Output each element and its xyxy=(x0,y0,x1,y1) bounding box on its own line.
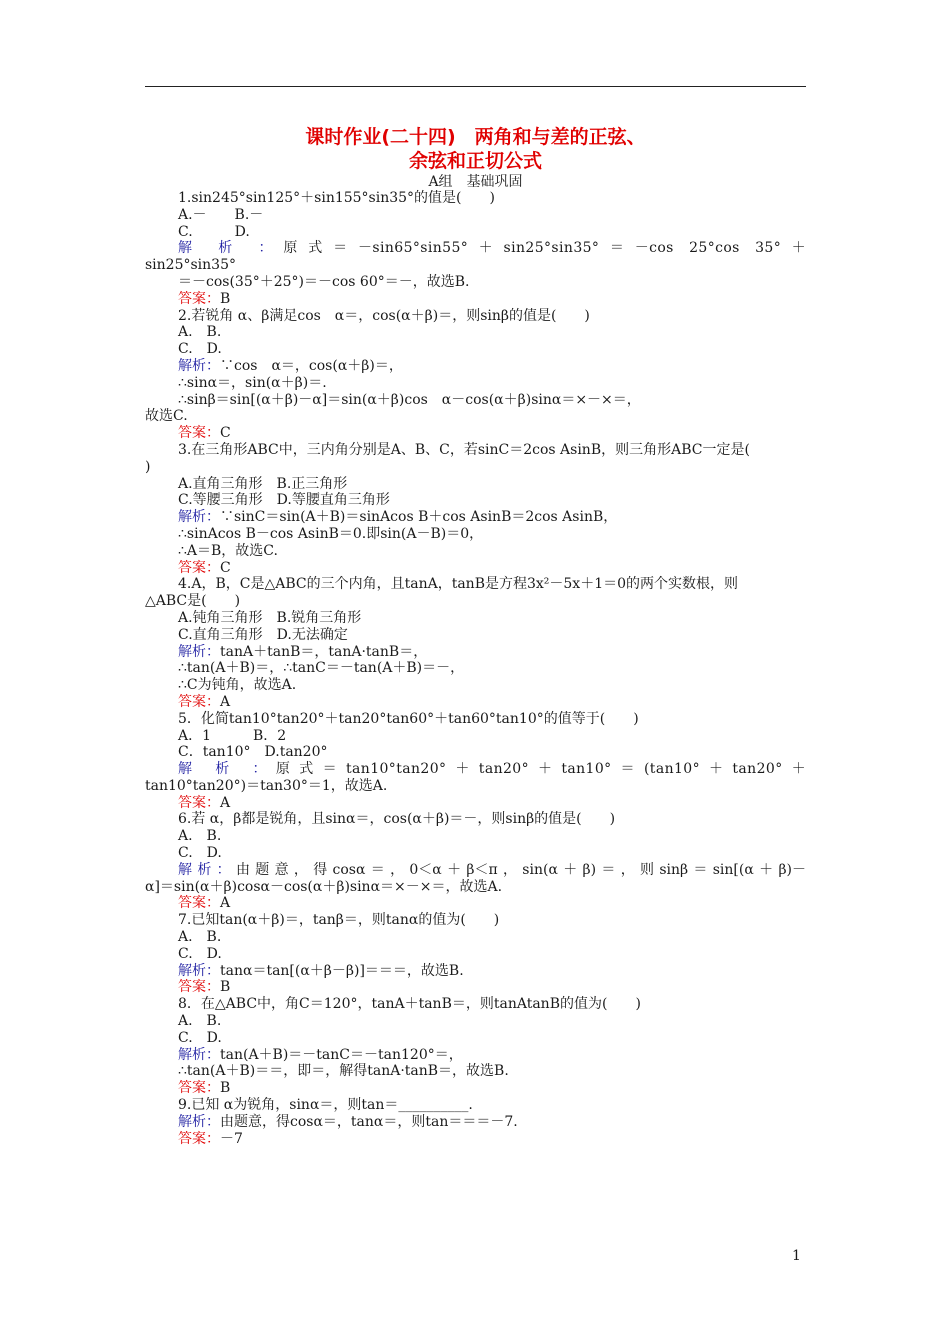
option-line: A. B. xyxy=(178,828,222,845)
option-line: C. D. xyxy=(178,945,222,962)
answer-line: 答案：－7 xyxy=(178,1130,243,1147)
answer-line: 答案：C xyxy=(178,425,231,442)
solution-line: ∴tan(A＋B)＝＝，即＝，解得tanA·tanB＝，故选B. xyxy=(178,1063,509,1080)
question-5: 5．化简tan10°tan20°＋tan20°tan60°＋tan60°tan10°的值等于( ) xyxy=(178,710,639,727)
option-line: A．1 B．2 xyxy=(178,727,287,744)
answer-line: 答案：B xyxy=(178,1080,231,1097)
answer-label: 答案： xyxy=(178,895,220,912)
solution-line: 解 析 ：原式＝－sin65°sin55°＋sin25°sin35°＝－cos 25°cos 35°＋ xyxy=(178,240,806,257)
top-rule xyxy=(145,86,806,87)
option-line: C. D. xyxy=(178,1029,222,1046)
question-3: 3.在三角形ABC中，三内角分别是A、B、C，若sinC＝2cos AsinB，则三角形ABC一定是( xyxy=(178,441,750,458)
answer-line: 答案：B xyxy=(178,979,231,996)
answer-label: 答案： xyxy=(178,979,220,996)
page-number: 1 xyxy=(792,1248,801,1264)
solution-label: 解析： xyxy=(178,643,220,660)
solution-label: 解 析 ： xyxy=(178,761,276,778)
answer-line: 答案：C xyxy=(178,559,231,576)
answer-label: 答案： xyxy=(178,425,220,442)
answer-label: 答案： xyxy=(178,1130,220,1147)
solution-line: ∴A＝B，故选C. xyxy=(178,542,278,559)
option-line: C.等腰三角形 D.等腰直角三角形 xyxy=(178,492,390,509)
answer-label: 答案： xyxy=(178,1080,220,1097)
solution-line: 故选C. xyxy=(145,408,188,425)
solution-label: 解析： xyxy=(178,1046,220,1063)
solution-label: 解析： xyxy=(178,357,220,374)
solution-line: ∴tan(A＋B)＝，∴tanC＝－tan(A＋B)＝－， xyxy=(178,660,465,677)
question-4: 4.A，B，C是△ABC的三个内角，且tanA，tanB是方程3x²－5x＋1＝0的两个实数根，则 xyxy=(178,576,739,593)
option-line: A.－ B.－ xyxy=(178,206,264,223)
option-line: C．tan10° D.tan20° xyxy=(178,744,328,761)
group-heading: A组 基础巩固 xyxy=(428,174,523,190)
answer-line: 答案：B xyxy=(178,290,231,307)
question-8: 8．在△ABC中，角C＝120°，tanA＋tanB＝，则tanAtanB的值为( ) xyxy=(178,996,641,1013)
answer-label: 答案： xyxy=(178,559,220,576)
solution-line: 解 析 ：原式＝tan10°tan20°＋tan20°＋tan10°＝(tan10°＋tan20°＋ xyxy=(178,761,806,778)
question-7: 7.已知tan(α＋β)＝，tanβ＝，则tanα的值为( ) xyxy=(178,912,500,929)
option-line: C. D. xyxy=(178,223,250,240)
answer-label: 答案： xyxy=(178,290,220,307)
option-line: C. D. xyxy=(178,845,222,862)
page-title-line2: 余弦和正切公式 xyxy=(408,150,542,172)
question-6: 6.若 α，β都是锐角，且sinα＝，cos(α＋β)＝－，则sinβ的值是( ) xyxy=(178,811,616,828)
solution-line: 解析：∵sinC＝sin(A＋B)＝sinAcos B＋cos AsinB＝2cos AsinB， xyxy=(178,509,618,526)
solution-line: 解析：∵cos α＝，cos(α＋β)＝， xyxy=(178,357,403,374)
solution-line: sin25°sin35° xyxy=(145,257,236,274)
question-2: 2.若锐角 α、β满足cos α＝，cos(α＋β)＝，则sinβ的值是( ) xyxy=(178,307,590,324)
option-line: A. B. xyxy=(178,1013,222,1030)
option-line: C. D. xyxy=(178,341,222,358)
solution-line: 解析：tanA＋tanB＝，tanA·tanB＝， xyxy=(178,643,428,660)
option-line: A.钝角三角形 B.锐角三角形 xyxy=(178,609,362,626)
solution-label: 解析： xyxy=(178,861,236,878)
question-3-cont: ) xyxy=(145,458,151,475)
solution-line: ∴C为钝角，故选A. xyxy=(178,677,297,694)
answer-line: 答案：A xyxy=(178,693,231,710)
page-title: 课时作业(二十四) 两角和与差的正弦、 xyxy=(305,126,646,148)
option-line: A. B. xyxy=(178,324,222,341)
solution-label: 解析： xyxy=(178,1113,220,1130)
solution-label: 解析： xyxy=(178,962,220,979)
solution-line: 解析：tanα＝tan[(α＋β－β)]＝＝＝，故选B. xyxy=(178,962,464,979)
question-1: 1.sin245°sin125°＋sin155°sin35°的值是( ) xyxy=(178,190,495,206)
solution-label: 解析： xyxy=(178,509,220,526)
solution-line: 解析：由题意，得cosα＝，0＜α＋β＜π，sin(α＋β)＝，则sinβ＝sin[(α＋β)－ xyxy=(178,861,806,878)
solution-line: 解析：tan(A＋B)＝－tanC＝－tan120°＝， xyxy=(178,1046,463,1063)
answer-label: 答案： xyxy=(178,693,220,710)
solution-line: ∴sinα＝，sin(α＋β)＝. xyxy=(178,374,327,391)
solution-line: ＝－cos(35°＋25°)＝－cos 60°＝－，故选B. xyxy=(178,273,470,290)
answer-line: 答案：A xyxy=(178,794,231,811)
solution-line: tan10°tan20°)＝tan30°＝1，故选A. xyxy=(145,777,388,794)
solution-line: α]＝sin(α＋β)cosα－cos(α＋β)sinα＝×－×＝，故选A. xyxy=(145,878,503,895)
option-line: A.直角三角形 B.正三角形 xyxy=(178,475,348,492)
question-4-cont: △ABC是( ) xyxy=(145,593,241,610)
worksheet-body xyxy=(145,190,806,1147)
solution-line: 解析：由题意，得cosα＝，tanα＝，则tan＝＝＝－7. xyxy=(178,1113,518,1130)
solution-label: 解 析 ： xyxy=(178,240,284,257)
answer-label: 答案： xyxy=(178,794,220,811)
solution-line: ∴sinβ＝sin[(α＋β)－α]＝sin(α＋β)cos α－cos(α＋β)sinα＝×－×＝， xyxy=(178,391,641,408)
question-9: 9.已知 α为锐角，sinα＝，则tan＝__________. xyxy=(178,1097,473,1114)
option-line: C.直角三角形 D.无法确定 xyxy=(178,626,348,643)
solution-line: ∴sinAcos B－cos AsinB＝0.即sin(A－B)＝0， xyxy=(178,525,484,542)
option-line: A. B. xyxy=(178,929,222,946)
answer-line: 答案：A xyxy=(178,895,231,912)
